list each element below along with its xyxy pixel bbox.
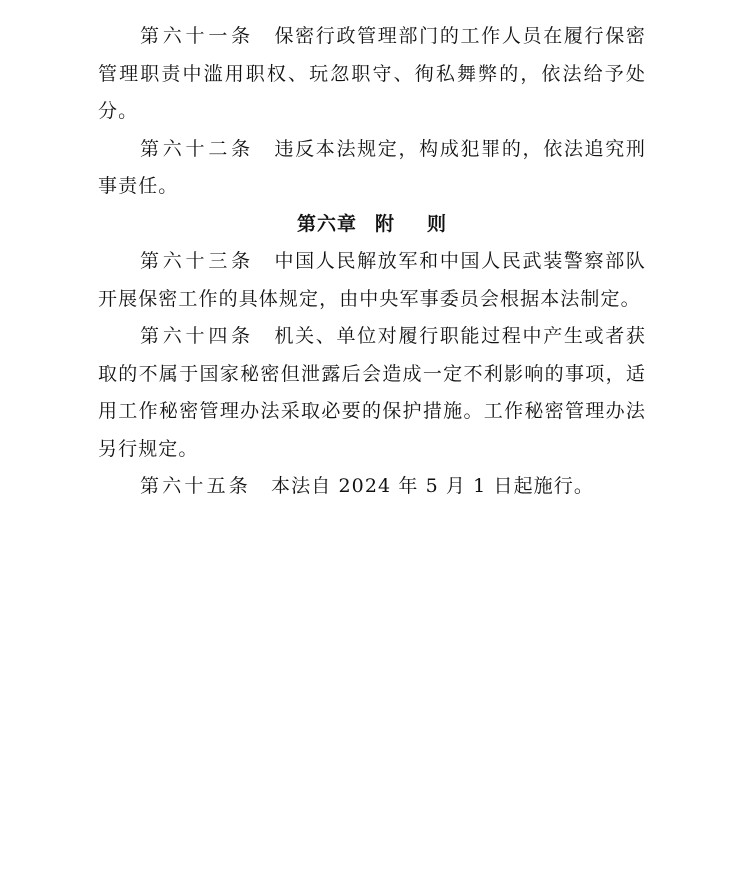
article-65 <box>98 468 646 506</box>
article-64 <box>98 318 646 468</box>
article-number: 第六十三条 <box>140 250 254 272</box>
chapter-title-char-2: 则 <box>427 212 448 235</box>
article-text: 本法自 2024 年 5 月 1 日起施行。 <box>271 475 594 497</box>
article-text: 机关、单位对履行职能过程中产生或者获取的不属于国家秘密但泄露后会造成一定不利影响的事项，适用工作秘密管理办法采取必要的保护措施。工作秘密管理办法另行规定。 <box>98 325 646 460</box>
document-content <box>98 18 646 506</box>
chapter-title-char-1: 附 <box>374 212 395 235</box>
article-number: 第六十一条 <box>140 25 254 47</box>
article-number: 第六十二条 <box>140 137 254 160</box>
article-62 <box>98 131 646 206</box>
article-text: 保密行政管理部门的工作人员在履行保密管理职责中滥用职权、玩忽职守、徇私舞弊的，依法给予处分。 <box>98 25 646 122</box>
chapter-label: 第六章 <box>296 212 357 235</box>
article-number: 第六十四条 <box>140 325 254 347</box>
article-text: 中国人民解放军和中国人民武装警察部队开展保密工作的具体规定，由中央军事委员会根据本法制定。 <box>98 250 646 310</box>
article-61 <box>98 18 646 131</box>
chapter-heading <box>98 206 646 244</box>
article-63 <box>98 243 646 318</box>
article-text: 违反本法规定，构成犯罪的，依法追究刑事责任。 <box>98 137 646 197</box>
article-number: 第六十五条 <box>140 475 252 497</box>
